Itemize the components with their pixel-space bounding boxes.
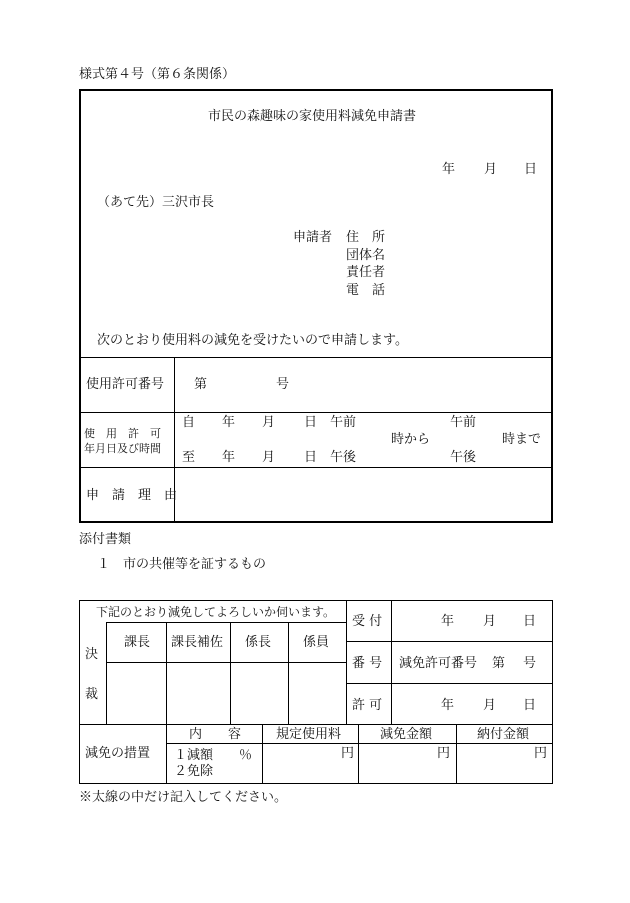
period-from-time: 時から <box>391 432 431 447</box>
form-number: 様式第４号（第６条関係） <box>79 67 236 82</box>
divider <box>80 357 552 358</box>
period-from-pm: 午後 <box>330 450 357 465</box>
applicant-field-manager: 責任者 <box>346 265 386 280</box>
divider <box>230 622 231 724</box>
divider <box>346 601 347 724</box>
applicant-field-address: 住 所 <box>346 230 386 245</box>
period-to-day: 日 <box>304 450 318 465</box>
permit-no-dai: 第 <box>194 377 208 392</box>
reception-day: 日 <box>523 614 537 629</box>
permission-month: 月 <box>483 698 497 713</box>
permission-label: 許 可 <box>352 698 383 713</box>
kessai-2: 裁 <box>85 687 99 702</box>
form-title: 市民の森趣味の家使用料減免申請書 <box>208 109 417 124</box>
permission-day: 日 <box>523 698 537 713</box>
period-from-year: 年 <box>222 415 236 430</box>
divider <box>288 622 289 724</box>
period-label-line1: 使 用 許 可 <box>84 427 161 440</box>
date-month: 月 <box>484 162 498 177</box>
period-to-year: 年 <box>222 450 236 465</box>
reception-month: 月 <box>483 614 497 629</box>
measures-header-fee: 規定使用料 <box>276 727 342 742</box>
period-from-month: 月 <box>262 415 276 430</box>
permission-year: 年 <box>441 698 455 713</box>
role-kacho-hosa: 課長補佐 <box>171 635 224 650</box>
period-to-month: 月 <box>262 450 276 465</box>
measures-option-reduce: １減額 <box>174 748 214 763</box>
divider <box>166 743 552 744</box>
footer-note: ※太線の中だけ記入してください。 <box>79 790 288 805</box>
attachment-item: １ 市の共催等を証するもの <box>97 557 267 572</box>
period-to-pm: 午後 <box>450 450 477 465</box>
role-kakariin: 係員 <box>303 635 330 650</box>
date-day: 日 <box>524 162 538 177</box>
yen-reduction: 円 <box>437 746 451 761</box>
date-year: 年 <box>442 162 456 177</box>
role-kacho: 課長 <box>124 635 151 650</box>
approval-header: 下記のとおり減免してよろしいか伺います。 <box>96 605 336 619</box>
permit-no-go: 号 <box>276 377 290 392</box>
divider <box>391 601 392 724</box>
request-text: 次のとおり使用料の減免を受けたいので申請します。 <box>97 333 408 348</box>
divider <box>166 724 167 783</box>
permit-no-label: 使用許可番号 <box>86 377 165 392</box>
divider <box>80 412 552 413</box>
divider <box>80 724 552 725</box>
period-from: 自 <box>182 415 196 430</box>
period-from-am: 午前 <box>330 415 357 430</box>
number-go: 号 <box>523 656 537 671</box>
measures-header-reduction: 減免金額 <box>380 727 433 742</box>
number-value: 減免許可番号 <box>399 656 478 671</box>
applicant-field-phone: 電 話 <box>346 283 386 298</box>
period-to-am: 午前 <box>450 415 477 430</box>
divider <box>262 724 263 783</box>
reception-year: 年 <box>441 614 455 629</box>
measures-percent: ％ <box>239 748 253 763</box>
yen-payment: 円 <box>534 746 548 761</box>
divider <box>80 467 552 468</box>
kessai-1: 決 <box>85 647 99 662</box>
role-kakaricho: 係長 <box>245 635 272 650</box>
divider <box>106 622 346 623</box>
reception-label: 受 付 <box>352 614 383 629</box>
yen-fee: 円 <box>341 746 355 761</box>
divider <box>106 662 346 663</box>
divider <box>106 622 107 724</box>
period-label-line2: 年月日及び時間 <box>84 442 161 455</box>
applicant-field-group: 団体名 <box>346 248 386 263</box>
measures-option-exempt: ２免除 <box>174 764 214 779</box>
measures-header-content: 内 容 <box>189 727 242 742</box>
reason-label: 申 請 理 由 <box>86 488 178 503</box>
period-to-time: 時まで <box>502 432 542 447</box>
period-to: 至 <box>182 450 196 465</box>
measures-header-payment: 納付金額 <box>477 727 530 742</box>
office-use-table <box>79 600 553 784</box>
divider <box>166 622 167 724</box>
divider <box>358 724 359 783</box>
divider <box>346 641 552 642</box>
period-from-day: 日 <box>304 415 318 430</box>
divider <box>456 724 457 783</box>
applicant-label: 申請者 <box>293 230 333 245</box>
attachments-title: 添付書類 <box>79 532 132 547</box>
measures-label: 減免の措置 <box>85 746 151 761</box>
addressee: （あて先）三沢市長 <box>97 195 215 210</box>
divider <box>346 683 552 684</box>
number-label: 番 号 <box>352 656 383 671</box>
number-dai: 第 <box>492 656 506 671</box>
